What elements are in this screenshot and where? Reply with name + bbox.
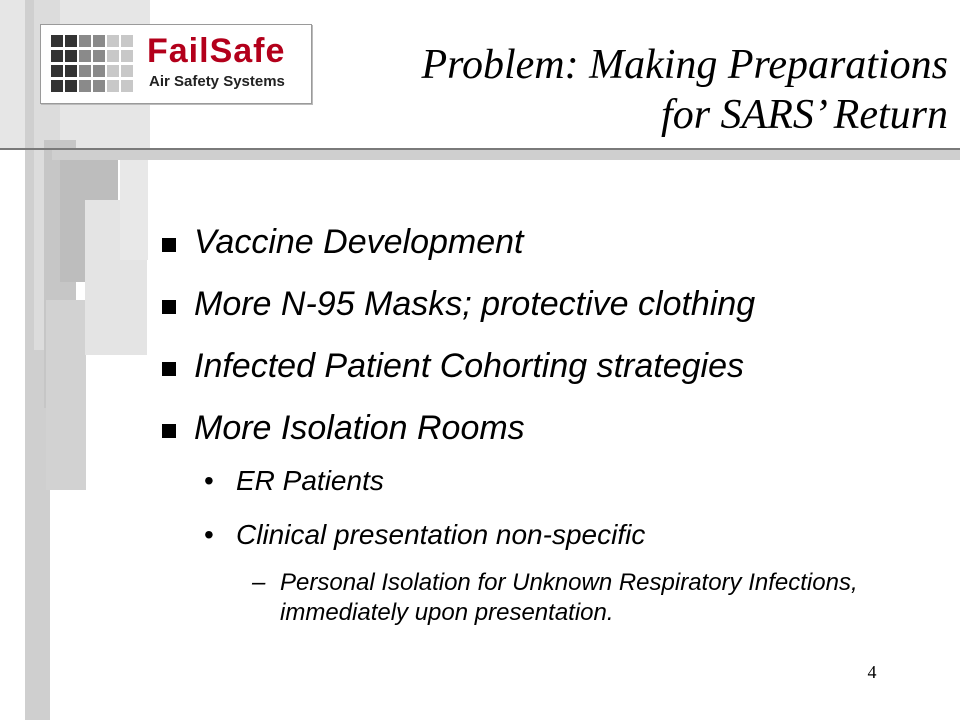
logo-grid-square: [121, 65, 133, 77]
bullet-text: More Isolation Rooms: [194, 409, 525, 447]
logo-grid-square: [107, 50, 119, 62]
slide-title: [328, 40, 948, 140]
square-bullet-icon: [162, 424, 176, 438]
logo-grid-square: [79, 35, 91, 47]
logo-grid-square: [121, 80, 133, 92]
logo-grid-square: [107, 35, 119, 47]
sub-sub-bullet-item: [160, 568, 940, 628]
bullet-text: Vaccine Development: [194, 223, 524, 261]
dot-bullet-icon: •: [204, 519, 214, 550]
bullet-text: More N-95 Masks; protective clothing: [194, 285, 756, 323]
title-divider-band: [52, 150, 960, 160]
bullet-item: [160, 346, 940, 386]
logo-grid-square: [93, 35, 105, 47]
logo-grid-square: [79, 80, 91, 92]
logo-grid-square: [65, 50, 77, 62]
slide-title-line: for SARS’ Return: [661, 92, 948, 138]
logo-grid-icon: [51, 35, 135, 93]
decor-bar: [46, 300, 86, 490]
logo-grid-square: [51, 50, 63, 62]
sub-sub-bullet-text: Personal Isolation for Unknown Respiratory Infections, immediately upon presentation.: [280, 569, 858, 626]
bullet-item: [160, 408, 940, 448]
logo-grid-square: [121, 35, 133, 47]
logo-grid-square: [121, 50, 133, 62]
slide-title-line: Problem: Making Preparations: [421, 42, 948, 88]
sub-bullet-text: ER Patients: [236, 465, 384, 496]
logo-grid-square: [93, 50, 105, 62]
bullet-text: Infected Patient Cohorting strategies: [194, 347, 744, 385]
square-bullet-icon: [162, 300, 176, 314]
logo-grid-square: [51, 35, 63, 47]
company-logo: [40, 24, 312, 104]
logo-tagline: Air Safety Systems: [149, 73, 285, 90]
dot-bullet-icon: •: [204, 465, 214, 496]
logo-grid-square: [51, 65, 63, 77]
page-number: 4: [867, 662, 877, 682]
square-bullet-icon: [162, 238, 176, 252]
logo-grid-square: [107, 65, 119, 77]
dash-bullet-icon: –: [252, 569, 266, 596]
bullet-list: [160, 222, 940, 628]
sub-bullet-item: [160, 518, 940, 552]
sub-bullet-text: Clinical presentation non-specific: [236, 519, 646, 550]
bullet-item: [160, 222, 940, 262]
square-bullet-icon: [162, 362, 176, 376]
logo-grid-square: [93, 65, 105, 77]
logo-grid-square: [65, 35, 77, 47]
decor-bar: [120, 160, 148, 260]
logo-grid-square: [65, 80, 77, 92]
logo-grid-square: [107, 80, 119, 92]
logo-grid-square: [65, 65, 77, 77]
logo-grid-square: [79, 50, 91, 62]
logo-grid-square: [79, 65, 91, 77]
sub-bullet-item: [160, 464, 940, 498]
logo-grid-square: [51, 80, 63, 92]
bullet-item: [160, 284, 940, 324]
logo-grid-square: [93, 80, 105, 92]
logo-brand-name: FailSafe: [147, 32, 286, 70]
